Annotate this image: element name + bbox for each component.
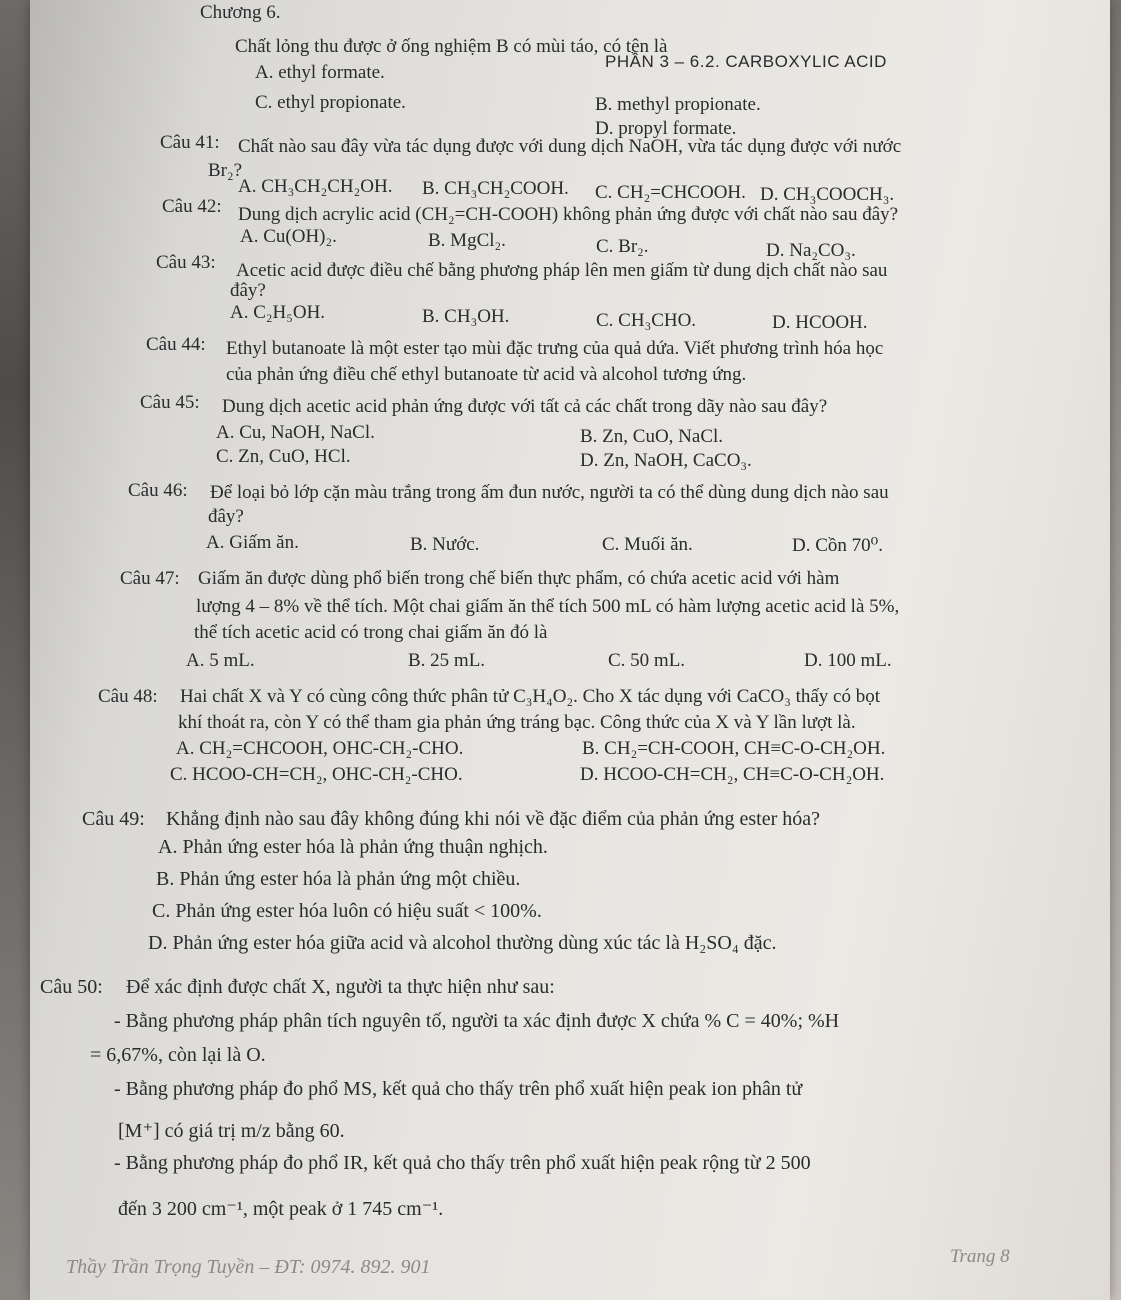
document-page — [30, 0, 1110, 1300]
question-47-stem: Giấm ăn được dùng phổ biến trong chế biến thực phẩm, có chứa acetic acid với hàm — [198, 568, 840, 589]
question-48-option-a: A. CH₂=CHCOOH, OHC-CH₂-CHO. — [176, 738, 464, 759]
question-44-stem-continued: của phản ứng điều chế ethyl butanoate từ acid và alcohol tương ứng. — [226, 364, 747, 385]
question-44-stem: Ethyl butanoate là một ester tạo mùi đặc trưng của quả dứa. Viết phương trình hóa học — [226, 338, 884, 359]
question-42-option-d: D. Na₂CO₃. — [766, 240, 856, 261]
question-41-option-b: B. CH₃CH₂COOH. — [422, 178, 569, 199]
footer-author: Thầy Trần Trọng Tuyền – ĐT: 0974. 892. 901 — [66, 1256, 431, 1278]
question-50-step-2: - Bằng phương pháp đo phổ MS, kết quả cho thấy trên phổ xuất hiện peak ion phân tử — [114, 1078, 803, 1100]
question-48-stem: Hai chất X và Y có cùng công thức phân tử C₃H₄O₂. Cho X tác dụng với CaCO₃ thấy có bọt — [180, 686, 881, 707]
question-47-option-a: A. 5 mL. — [186, 650, 255, 671]
question-45-option-d: D. Zn, NaOH, CaCO₃. — [580, 450, 752, 471]
question-48-option-d: D. HCOO-CH=CH₂, CH≡C-O-CH₂OH. — [580, 764, 885, 785]
question-47-stem-line-3: thể tích acetic acid có trong chai giấm ăn đó là — [194, 622, 548, 643]
question-40-option-d: D. propyl formate. — [595, 118, 737, 139]
question-48-label: Câu 48: — [98, 686, 158, 707]
question-46-label: Câu 46: — [128, 480, 188, 501]
question-42-label: Câu 42: — [162, 196, 222, 217]
question-45-option-c: C. Zn, CuO, HCl. — [216, 446, 351, 467]
question-43-option-a: A. C₂H₅OH. — [230, 302, 326, 323]
question-43-stem-continued: đây? — [230, 280, 266, 301]
question-40-stem: Chất lỏng thu được ở ống nghiệm B có mùi táo, có tên là — [235, 36, 668, 57]
question-46-stem: Để loại bỏ lớp cặn màu trắng trong ấm đun nước, người ta có thể dùng dung dịch nào sau — [210, 482, 889, 503]
question-42-option-a: A. Cu(OH)₂. — [240, 226, 337, 247]
question-46-option-b: B. Nước. — [410, 534, 480, 555]
question-41-option-a: A. CH₃CH₂CH₂OH. — [238, 176, 393, 197]
question-43-stem: Acetic acid được điều chế bằng phương pháp lên men giấm từ dung dịch chất nào sau — [236, 260, 888, 281]
question-46-option-d: D. Cồn 70⁰. — [792, 535, 884, 556]
question-43-label: Câu 43: — [156, 252, 216, 273]
question-41-label: Câu 41: — [160, 132, 220, 153]
question-46-option-c: C. Muối ăn. — [602, 534, 693, 555]
question-41-option-c: C. CH₂=CHCOOH. — [595, 182, 746, 203]
question-50-step-3: - Bằng phương pháp đo phổ IR, kết quả cho thấy trên phổ xuất hiện peak rộng từ 2 500 — [114, 1152, 811, 1174]
question-43-option-c: C. CH₃CHO. — [596, 310, 697, 331]
question-47-stem-line-2: lượng 4 – 8% về thể tích. Một chai giấm ăn thể tích 500 mL có hàm lượng acetic acid là 5%, — [196, 596, 900, 617]
question-42-option-b: B. MgCl₂. — [428, 230, 506, 251]
question-43-option-b: B. CH₃OH. — [422, 306, 510, 327]
question-45-stem: Dung dịch acetic acid phản ứng được với tất cả các chất trong dãy nào sau đây? — [222, 396, 828, 417]
question-47-option-c: C. 50 mL. — [608, 650, 686, 671]
question-45-option-a: A. Cu, NaOH, NaCl. — [216, 422, 375, 443]
question-44-label: Câu 44: — [146, 334, 206, 355]
question-49-option-a: A. Phản ứng ester hóa là phản ứng thuận nghịch. — [158, 836, 548, 858]
question-49-option-c: C. Phản ứng ester hóa luôn có hiệu suất < 100%. — [152, 900, 542, 922]
question-47-option-b: B. 25 mL. — [408, 650, 486, 671]
question-49-label: Câu 49: — [82, 808, 145, 830]
question-41-stem: Chất nào sau đây vừa tác dụng được với dung dịch NaOH, vừa tác dụng được với nước — [238, 136, 902, 157]
question-49-option-d: D. Phản ứng ester hóa giữa acid và alcohol thường dùng xúc tác là H₂SO₄ đặc. — [148, 932, 777, 954]
question-47-label: Câu 47: — [120, 568, 180, 589]
question-45-option-b: B. Zn, CuO, NaCl. — [580, 426, 724, 447]
chapter-title: Chương 6. — [200, 2, 281, 23]
question-50-step-3-continued: đến 3 200 cm⁻¹, một peak ở 1 745 cm⁻¹. — [118, 1198, 444, 1220]
question-50-stem: Để xác định được chất X, người ta thực hiện như sau: — [126, 976, 555, 998]
question-48-stem-continued: khí thoát ra, còn Y có thể tham gia phản ứng tráng bạc. Công thức của X và Y lần lượt là. — [178, 712, 856, 733]
question-43-option-d: D. HCOOH. — [772, 312, 868, 333]
page-number: Trang 8 — [950, 1246, 1010, 1267]
question-41-option-d: D. CH₃COOCH₃. — [760, 184, 895, 205]
question-40-option-b: B. methyl propionate. — [595, 94, 761, 115]
question-46-option-a: A. Giấm ăn. — [206, 532, 299, 553]
question-49-stem: Khẳng định nào sau đây không đúng khi nói về đặc điểm của phản ứng ester hóa? — [166, 808, 821, 830]
question-40-option-a: A. ethyl formate. — [255, 62, 385, 83]
question-48-option-b: B. CH₂=CH-COOH, CH≡C-O-CH₂OH. — [582, 738, 886, 759]
question-50-label: Câu 50: — [40, 976, 103, 998]
question-48-option-c: C. HCOO-CH=CH₂, OHC-CH₂-CHO. — [170, 764, 463, 785]
question-50-step-1-continued: = 6,67%, còn lại là O. — [90, 1044, 266, 1066]
question-50-step-2-continued: [M⁺] có giá trị m/z bằng 60. — [118, 1120, 345, 1142]
question-45-label: Câu 45: — [140, 392, 200, 413]
question-42-option-c: C. Br₂. — [596, 236, 649, 257]
question-42-stem: Dung dịch acrylic acid (CH₂=CH-COOH) không phản ứng được với chất nào sau đây? — [238, 204, 899, 225]
question-49-option-b: B. Phản ứng ester hóa là phản ứng một chiều. — [156, 868, 521, 890]
question-41-stem-continued: Br₂? — [208, 160, 243, 181]
question-46-stem-continued: đây? — [208, 506, 244, 527]
question-40-option-c: C. ethyl propionate. — [255, 92, 406, 113]
section-title: PHẦN 3 – 6.2. CARBOXYLIC ACID — [605, 52, 887, 71]
question-47-option-d: D. 100 mL. — [804, 650, 892, 671]
question-50-step-1: - Bằng phương pháp phân tích nguyên tố, người ta xác định được X chứa % C = 40%; %H — [114, 1010, 840, 1032]
